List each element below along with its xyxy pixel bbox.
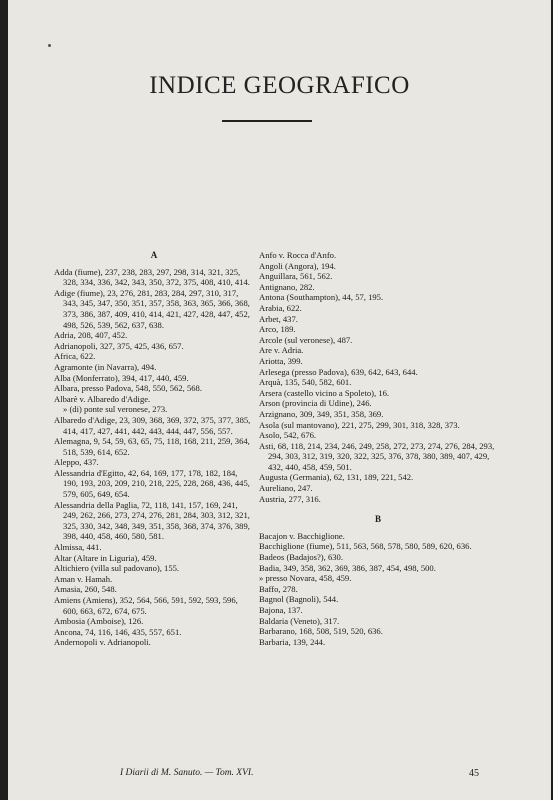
index-entry: Barbarano, 168, 508, 519, 520, 636. bbox=[259, 626, 383, 637]
index-entry: Baffo, 278. bbox=[259, 583, 298, 594]
page-title: INDICE GEOGRAFICO bbox=[149, 72, 410, 99]
index-entry: Anfo v. Rocca d'Anfo. bbox=[259, 250, 337, 260]
index-entry: Alessandria della Paglia, 72, 118, 141, 157, 169, 241, 249, 262, 266, 273, 274, 276, 281, 284, 303, 312, 321, 325, 330, 342, 348, 349, 351, 358, 368, 374, 376, 389, 398, 440, 458, 460, 580, 581. bbox=[54, 499, 250, 542]
index-entry: Aman v. Hamah. bbox=[54, 573, 113, 584]
index-entry: Adda (fiume), 237, 238, 283, 297, 298, 314, 321, 325, 328, 334, 336, 342, 343, 350, 372, 375, 408, 410, 414. bbox=[54, 266, 250, 288]
index-entry: Andernopoli v. Adrianopoli. bbox=[54, 637, 151, 648]
index-entry: Altichiero (villa sul padovano), 155. bbox=[54, 563, 180, 574]
index-entry: Arabia, 622. bbox=[259, 302, 302, 313]
left-entry-list bbox=[54, 267, 254, 648]
index-entry: Albarè v. Albaredo d'Adige. bbox=[54, 393, 151, 404]
index-entry: Angoli (Angora), 194. bbox=[259, 260, 336, 271]
page-number: 45 bbox=[469, 768, 479, 779]
index-entry: Arco, 189. bbox=[259, 324, 296, 335]
index-entry: Bacchiglione (fiume), 511, 563, 568, 578, 580, 589, 620, 636. bbox=[259, 541, 472, 552]
index-entry: Africa, 622. bbox=[54, 351, 96, 362]
index-entry: Arquà, 135, 540, 582, 601. bbox=[259, 377, 352, 388]
index-entry: Aureliano, 247. bbox=[259, 483, 313, 494]
ink-dot bbox=[48, 44, 51, 47]
index-entry: Antona (Southampton), 44, 57, 195. bbox=[259, 292, 384, 303]
index-entry: Austria, 277, 316. bbox=[259, 493, 321, 504]
right-column bbox=[259, 250, 497, 647]
index-entry: Bajona, 137. bbox=[259, 605, 303, 615]
index-entry: Adige (fiume), 23, 276, 281, 283, 284, 297, 310, 317, 343, 345, 347, 350, 351, 357, 358, 363, 365, 366, 368, 373, 386, 387, 409, 410, 414, 421, 427, 428, 447, 452, 498, 526, 539, 562, 637, 638. bbox=[54, 287, 250, 330]
page bbox=[8, 0, 551, 800]
index-entry: Amasia, 260, 548. bbox=[54, 584, 117, 595]
index-entry: Alessandria d'Egitto, 42, 64, 169, 177, 178, 182, 184, 190, 193, 203, 209, 210, 218, 225, 228, 268, 436, 445, 579, 605, 649, 654. bbox=[54, 467, 250, 500]
index-entry: Alba (Monferrato), 394, 417, 440, 459. bbox=[54, 372, 189, 383]
index-entry: Almissa, 441. bbox=[54, 542, 102, 553]
left-column bbox=[54, 250, 254, 648]
index-entry: Badia, 349, 358, 362, 369, 386, 387, 454, 498, 500. bbox=[259, 562, 436, 573]
index-entry: Augusta (Germania), 62, 131, 189, 221, 542. bbox=[259, 472, 414, 483]
index-entry: Adrianopoli, 327, 375, 425, 436, 657. bbox=[54, 340, 184, 351]
index-entry: Asti, 68, 118, 214, 234, 246, 249, 258, 272, 273, 274, 276, 284, 293, 294, 303, 312, 319, 320, 322, 325, 376, 378, 380, 389, 407, 429, 432, 440, 458, 459, 501. bbox=[259, 440, 495, 472]
index-entry: Baldaria (Veneto), 317. bbox=[259, 615, 340, 626]
right-entry-list-a bbox=[259, 250, 497, 504]
index-entry: Aleppo, 437. bbox=[54, 457, 99, 468]
index-entry: Arson (provincia di Udine), 246. bbox=[259, 398, 372, 409]
index-entry: Arcole (sul veronese), 487. bbox=[259, 334, 353, 345]
index-entry: Altar (Altare in Liguria), 459. bbox=[54, 552, 157, 563]
index-entry: Anguillara, 561, 562. bbox=[259, 271, 333, 282]
index-entry: Amiens (Amiens), 352, 564, 566, 591, 592, 593, 596, 600, 663, 672, 674, 675. bbox=[54, 595, 238, 616]
index-entry: Antignano, 282. bbox=[259, 281, 315, 292]
section-heading-a: A bbox=[150, 250, 158, 260]
index-entry: Bacajon v. Bacchiglione. bbox=[259, 530, 345, 541]
footer-source: I Diarii di M. Sanuto. — Tom. XVI. bbox=[120, 768, 254, 778]
index-entry: Arzignano, 309, 349, 351, 358, 369. bbox=[259, 408, 384, 419]
index-entry: Bagnol (Bagnoli), 544. bbox=[259, 594, 339, 605]
index-entry: Albara, presso Padova, 548, 550, 562, 568. bbox=[54, 383, 202, 394]
index-entry: Asolo, 542, 676. bbox=[259, 430, 317, 441]
section-heading-b: B bbox=[374, 514, 381, 525]
index-entry: Are v. Adria. bbox=[259, 345, 304, 356]
index-entry: Alemagna, 9, 54, 59, 63, 65, 75, 118, 168, 211, 259, 364, 518, 539, 614, 652. bbox=[54, 436, 250, 457]
right-entry-list-b bbox=[259, 531, 497, 648]
index-subentry: » (di) ponte sul veronese, 273. bbox=[63, 404, 168, 415]
index-entry: Ambosia (Amboise), 126. bbox=[54, 616, 144, 627]
index-entry: Arsera (castello vicino a Spoleto), 16. bbox=[259, 387, 390, 398]
index-entry: Badeos (Badajos?), 630. bbox=[259, 552, 344, 563]
index-entry: Albaredo d'Adige, 23, 309, 368, 369, 372, 375, 377, 385, 414, 417, 427, 441, 442, 443, 444, 447, 556, 557. bbox=[54, 414, 251, 436]
index-entry: Ancona, 74, 116, 146, 435, 557, 651. bbox=[54, 626, 182, 637]
index-entry: Agramonte (in Navarra), 494. bbox=[54, 361, 157, 372]
title-rule bbox=[222, 120, 312, 122]
index-entry: » presso Novara, 458, 459. bbox=[259, 573, 352, 584]
index-entry: Asola (sul mantovano), 221, 275, 299, 301, 318, 328, 373. bbox=[259, 419, 460, 430]
index-entry: Arlesega (presso Padova), 639, 642, 643, 644. bbox=[259, 366, 418, 377]
index-entry: Barbaria, 139, 244. bbox=[259, 636, 326, 647]
index-entry: Ariotta, 399. bbox=[259, 355, 303, 366]
index-entry: Adria, 208, 407, 452. bbox=[54, 330, 128, 341]
index-entry: Arbet, 437. bbox=[259, 313, 298, 324]
